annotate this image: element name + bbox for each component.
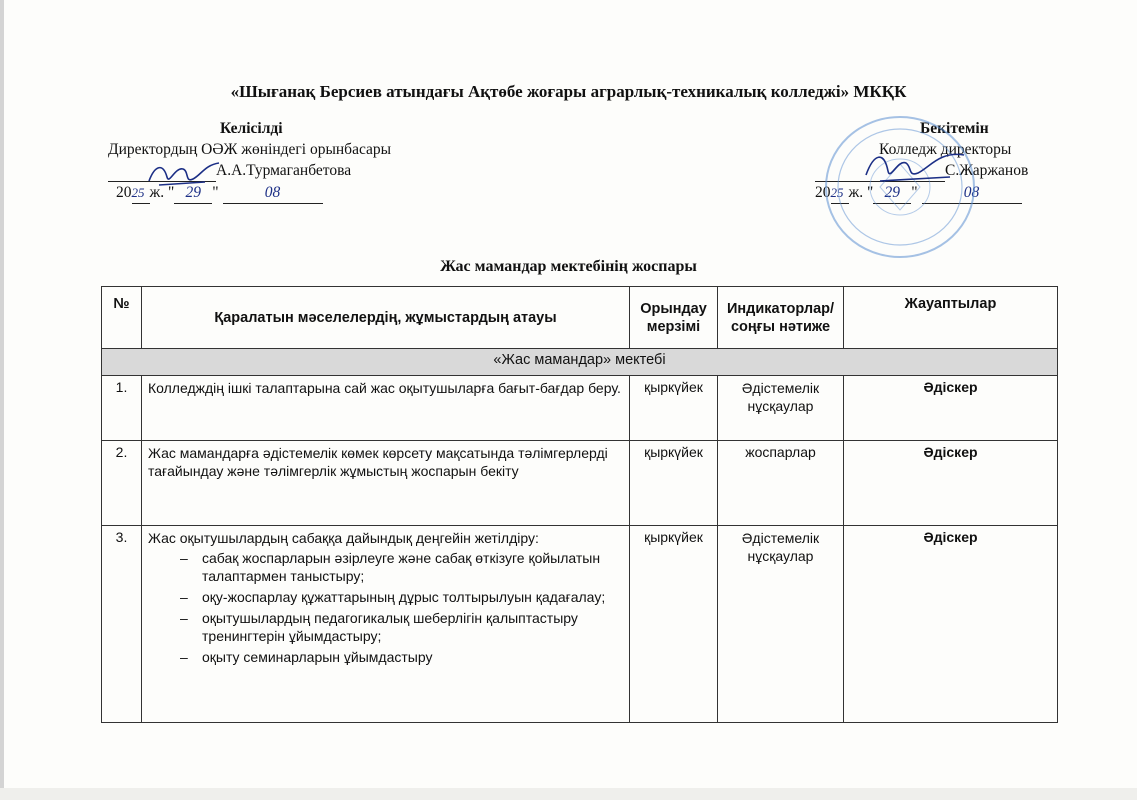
date-month-handwritten: 08 xyxy=(922,182,1022,204)
plan-table xyxy=(101,286,1058,723)
section-row xyxy=(102,349,1058,376)
date-day-handwritten: 29 xyxy=(873,182,911,204)
table-row xyxy=(102,376,1058,441)
plan-title: Жас мамандар мектебінің жоспары xyxy=(440,258,697,275)
row-responsible: Әдіскер xyxy=(844,376,1058,441)
list-item: – сабақ жоспарларын әзірлеуге және сабақ өткізуге қойылатын талаптармен таныстыру; xyxy=(188,549,623,585)
table-header-row xyxy=(102,287,1058,349)
organization-title: «Шығанақ Берсиев атындағы Ақтөбе жоғары аграрлық-техникалық колледжі» МКҚК xyxy=(230,82,907,101)
list-item: – оқу-жоспарлау құжаттарының дұрыс толтырылуын қадағалау; xyxy=(188,588,623,606)
approval-right-header: Бекітемін xyxy=(920,120,989,137)
list-item: – оқытушылардың педагогикалық шеберлігін қалыптастыру тренингтерін ұйымдастыру; xyxy=(188,609,623,645)
approval-left-name: А.А.Турмаганбетова xyxy=(216,162,352,179)
header-indicator: Индикаторлар/ соңғы нәтиже xyxy=(718,287,844,349)
approval-left-header: Келісілді xyxy=(220,120,283,137)
row-bullet-list xyxy=(148,549,623,666)
row-text-cell xyxy=(142,526,630,723)
row-deadline: қыркүйек xyxy=(630,526,718,723)
table-row xyxy=(102,441,1058,526)
list-item: – оқыту семинарларын ұйымдастыру xyxy=(188,648,623,666)
approval-right-name: С.Жаржанов xyxy=(945,162,1029,179)
approval-left-position: Директордың ОӘЖ жөніндегі орынбасары xyxy=(108,141,392,158)
row-num: 2. xyxy=(102,441,142,526)
scan-bottom-shadow xyxy=(0,788,1137,800)
header-name: Қаралатын мәселелердің, жұмыстардың атауы xyxy=(142,287,630,349)
section-title: «Жас мамандар» мектебі xyxy=(102,349,1058,376)
scan-edge-shadow xyxy=(0,0,4,800)
row-deadline: қыркүйек xyxy=(630,376,718,441)
date-year-handwritten: 25 xyxy=(831,182,849,204)
signature-left-icon xyxy=(145,155,225,191)
date-close-quote: " xyxy=(911,184,918,201)
row-deadline: қыркүйек xyxy=(630,441,718,526)
date-separator: ж. " xyxy=(149,184,175,201)
date-day-handwritten: 29 xyxy=(174,182,212,204)
date-month-handwritten: 08 xyxy=(223,182,323,204)
row-indicator: Әдістемелік нұсқаулар xyxy=(718,376,844,441)
date-prefix: 20 xyxy=(116,184,132,201)
row-responsible: Әдіскер xyxy=(844,441,1058,526)
header-responsible: Жауаптылар xyxy=(844,287,1058,349)
row-text: Колледждің ішкі талаптарына сай жас оқытушыларға бағыт-бағдар беру. xyxy=(142,376,630,441)
row-responsible: Әдіскер xyxy=(844,526,1058,723)
row-num: 3. xyxy=(102,526,142,723)
table-row xyxy=(102,526,1058,723)
header-deadline: Орындау мерзімі xyxy=(630,287,718,349)
row-indicator: Әдістемелік нұсқаулар xyxy=(718,526,844,723)
header-num: № xyxy=(102,287,142,349)
approval-right-position: Колледж директоры xyxy=(879,141,1012,158)
signature-right-icon xyxy=(860,145,970,190)
date-year-handwritten: 25 xyxy=(132,182,150,204)
date-prefix: 20 xyxy=(815,184,831,201)
row-text: Жас мамандарға әдістемелік көмек көрсету мақсатында тәлімгерлерді тағайындау және тәлімгерлік жұмыстың жоспарын бекіту xyxy=(142,441,630,526)
row-indicator: жоспарлар xyxy=(718,441,844,526)
row-num: 1. xyxy=(102,376,142,441)
date-close-quote: " xyxy=(212,184,219,201)
date-separator: ж. " xyxy=(848,184,874,201)
row-text: Жас оқытушылардың сабаққа дайындық деңгейін жетілдіру: xyxy=(148,530,539,546)
